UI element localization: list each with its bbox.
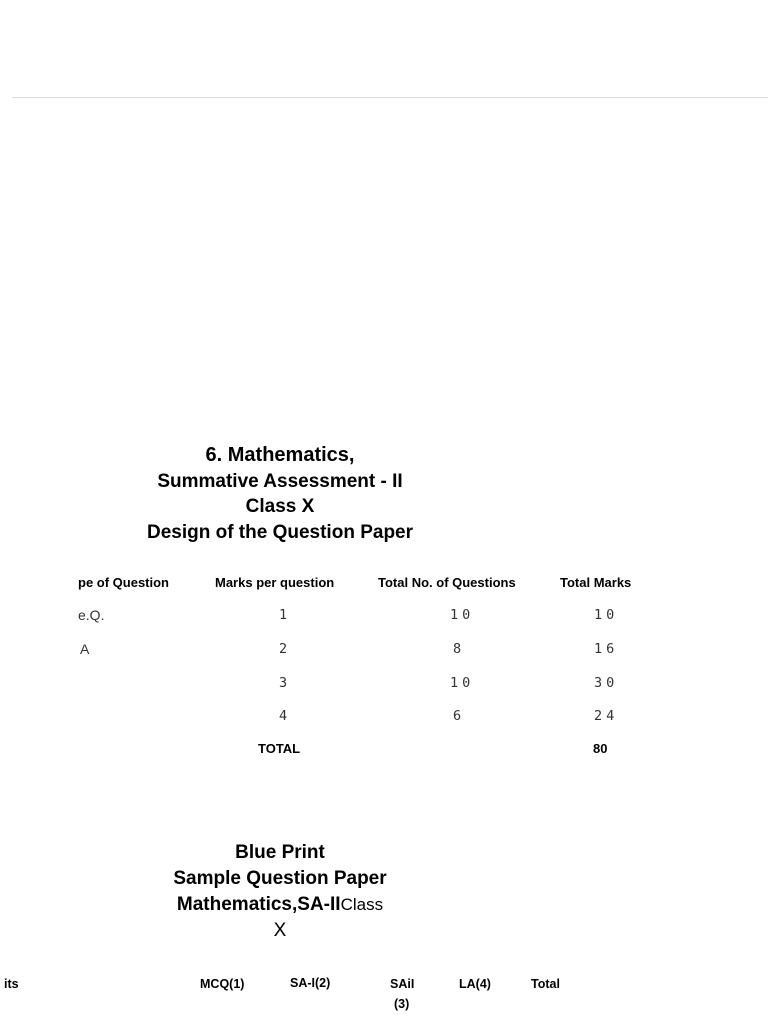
row-4-count: 6 [453, 708, 466, 724]
row-3-total: 30 [594, 675, 619, 691]
blueprint-title-line-1: Blue Print [235, 842, 325, 863]
design-title-line-1: 6. Mathematics, [205, 444, 355, 466]
design-title-line-2: Summative Assessment - II [157, 470, 403, 492]
row-3-marks: 3 [279, 675, 292, 691]
header-divider [12, 97, 768, 98]
row-4-total: 24 [594, 708, 619, 724]
total-value: 80 [593, 741, 608, 756]
bp-col-sa2: SAiI [390, 977, 415, 991]
bp-col-total: Total [531, 977, 560, 991]
bp-col-mcq: MCQ(1) [200, 977, 245, 991]
row-4-marks: 4 [279, 708, 292, 724]
row-2-count: 8 [453, 641, 466, 657]
design-title-line-3: Class X [245, 496, 315, 517]
col-header-marks: Marks per question [215, 575, 335, 590]
bp-col-sa1: SA-I(2) [290, 976, 331, 990]
bp-col-units: its [4, 977, 19, 991]
bp-col-la: LA(4) [459, 977, 491, 991]
bp-col-sa2-marks: (3) [394, 997, 410, 1011]
col-header-total: Total Marks [560, 575, 632, 590]
blueprint-class-word: Class [340, 895, 384, 914]
col-header-type: pe of Question [78, 575, 169, 590]
row-1-total: 10 [594, 607, 619, 623]
blueprint-title [80, 840, 480, 944]
col-header-count: Total No. of Questions [378, 575, 516, 590]
row-2-marks: 2 [279, 641, 292, 657]
blueprint-title-line-3 [80, 892, 480, 918]
blueprint-subject: Mathematics,SA-II [176, 894, 341, 915]
row-1-marks: 1 [279, 607, 292, 623]
blueprint-title-line-4: X [273, 920, 287, 941]
design-title-line-4: Design of the Question Paper [146, 521, 414, 543]
design-title [80, 443, 480, 545]
row-3-count: 10 [450, 675, 475, 691]
total-label: TOTAL [258, 741, 301, 756]
row-2-type: A [80, 641, 90, 657]
row-1-type: e.Q. [78, 607, 105, 623]
row-1-count: 10 [450, 607, 475, 623]
row-2-total: 16 [594, 641, 619, 657]
blueprint-title-line-2: Sample Question Paper [173, 868, 387, 889]
